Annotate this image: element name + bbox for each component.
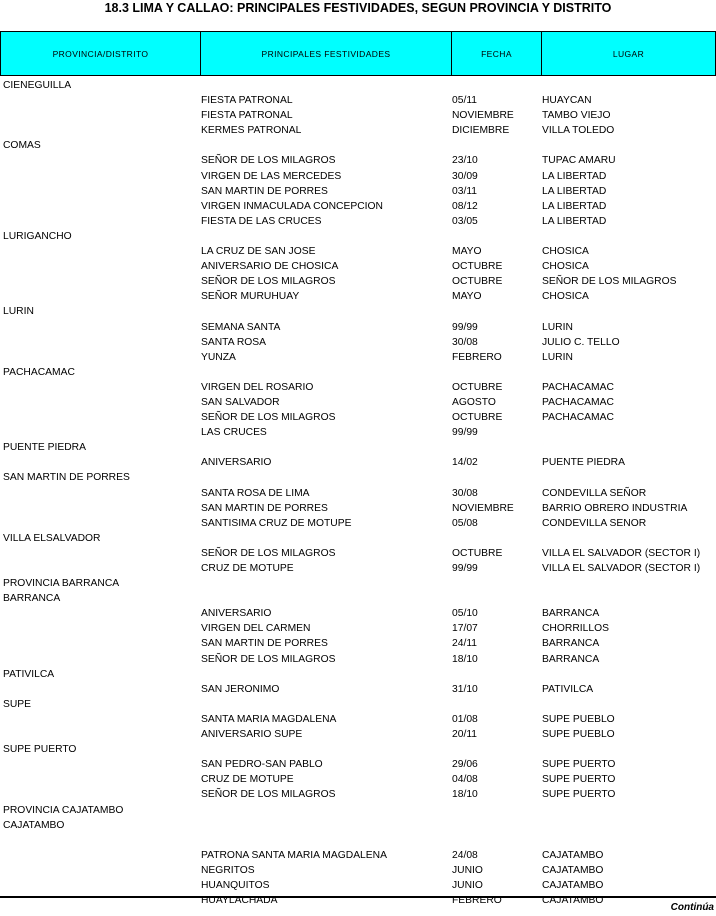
date-cell: 99/99 <box>452 427 478 439</box>
festivity-cell: SANTA ROSA <box>201 336 267 348</box>
place-cell: SUPE PUERTO <box>542 789 616 801</box>
festivity-cell: SEÑOR MURUHUAY <box>201 291 300 303</box>
place-cell: BARRANCA <box>542 608 600 620</box>
place-cell: CAJATAMBO <box>542 864 604 876</box>
festivity-cell: SAN PEDRO-SAN PABLO <box>201 759 323 771</box>
date-cell: OCTUBRE <box>452 547 503 559</box>
place-cell: CONDEVILLA SENOR <box>542 517 647 529</box>
place-cell: JULIO C. TELLO <box>542 336 620 348</box>
table-row <box>0 138 716 153</box>
table-row <box>0 425 716 440</box>
province-cell: SUPE PUERTO <box>3 744 77 756</box>
table-row <box>0 546 716 561</box>
place-cell: CHOSICA <box>542 246 589 258</box>
festivity-cell: HUAYLACHADA <box>201 895 278 907</box>
date-cell: 99/99 <box>452 563 478 574</box>
date-cell: 05/10 <box>452 608 478 620</box>
festivity-cell: FIESTA DE LAS CRUCES <box>201 215 322 227</box>
festivity-cell: SEÑOR DE LOS MILAGROS <box>201 653 336 665</box>
date-cell: 14/02 <box>452 457 478 469</box>
table-row <box>0 108 716 123</box>
header-festivity: PRINCIPALES FESTIVIDADES <box>200 31 452 76</box>
festivity-cell: PATRONA SANTA MARIA MAGDALENA <box>201 849 387 861</box>
table-row <box>0 274 716 289</box>
table-row <box>0 259 716 274</box>
table-row <box>0 214 716 229</box>
place-cell: TAMBO VIEJO <box>542 110 611 122</box>
festivity-cell: ANIVERSARIO SUPE <box>201 729 303 741</box>
festivity-cell: CRUZ DE MOTUPE <box>201 774 294 786</box>
table-row <box>0 320 716 335</box>
table-row <box>0 93 716 108</box>
table-row <box>0 470 716 485</box>
date-cell: 03/05 <box>452 215 478 227</box>
province-cell: PROVINCIA CAJATAMBO <box>3 804 124 816</box>
date-cell: 24/08 <box>452 849 478 861</box>
table-row <box>0 531 716 546</box>
table-row <box>0 742 716 757</box>
place-cell: CAJATAMBO <box>542 879 604 891</box>
table-row <box>0 591 716 606</box>
date-cell: 17/07 <box>452 623 478 635</box>
date-cell: OCTUBRE <box>452 412 503 424</box>
table-row <box>0 772 716 787</box>
date-cell: FEBRERO <box>452 351 502 363</box>
province-cell: COMAS <box>3 140 41 152</box>
province-cell: LURIGANCHO <box>3 230 72 242</box>
place-cell: CHOSICA <box>542 291 589 303</box>
table-row <box>0 757 716 772</box>
festivity-cell: ANIVERSARIO <box>201 457 272 469</box>
date-cell: 20/11 <box>452 729 478 741</box>
date-cell: 30/08 <box>452 487 478 499</box>
place-cell: SUPE PUERTO <box>542 759 616 771</box>
date-cell: 18/10 <box>452 789 478 801</box>
festivity-cell: HUANQUITOS <box>201 879 270 891</box>
place-cell: VILLA EL SALVADOR (SECTOR I) <box>542 547 701 559</box>
table-row <box>0 380 716 395</box>
province-cell: BARRANCA <box>3 593 61 605</box>
place-cell: HUAYCAN <box>542 95 592 107</box>
date-cell: FEBRERO <box>452 895 502 907</box>
table-row <box>0 78 716 93</box>
continua-note: Continúa <box>670 902 714 913</box>
festivity-cell: CRUZ DE MOTUPE <box>201 563 294 574</box>
date-cell: 29/06 <box>452 759 478 771</box>
festivity-cell: SEÑOR DE LOS MILAGROS <box>201 155 336 167</box>
place-cell: TUPAC AMARU <box>542 155 616 167</box>
bottom-rule <box>0 896 716 898</box>
table-row <box>0 878 716 893</box>
date-cell: OCTUBRE <box>452 276 503 288</box>
table-row <box>0 229 716 244</box>
date-cell: NOVIEMBRE <box>452 502 514 514</box>
page-title: 18.3 LIMA Y CALLAO: PRINCIPALES FESTIVIDADES, SEGUN PROVINCIA Y DISTRITO <box>104 1 612 15</box>
table-row <box>0 818 716 833</box>
province-cell: SUPE <box>3 698 32 710</box>
place-cell: BARRANCA <box>542 638 600 650</box>
festivity-cell: SEMANA SANTA <box>201 321 281 333</box>
date-cell: 99/99 <box>452 321 478 333</box>
date-cell: MAYO <box>452 246 482 258</box>
festivity-cell: ANIVERSARIO <box>201 608 272 620</box>
table-row <box>0 516 716 531</box>
date-cell: JUNIO <box>452 879 483 891</box>
date-cell: OCTUBRE <box>452 381 503 393</box>
place-cell: CAJATAMBO <box>542 895 604 907</box>
festivity-cell: FIESTA PATRONAL <box>201 95 293 107</box>
date-cell: DICIEMBRE <box>452 125 510 137</box>
table-row <box>0 410 716 425</box>
table-row <box>0 682 716 697</box>
date-cell: 23/10 <box>452 155 478 167</box>
province-cell: PROVINCIA BARRANCA <box>3 578 120 590</box>
place-cell: CAJATAMBO <box>542 849 604 861</box>
place-cell: SUPE PUEBLO <box>542 713 615 725</box>
festivity-cell: SAN MARTIN DE PORRES <box>201 638 328 650</box>
table-row <box>0 576 716 591</box>
date-cell: 31/10 <box>452 683 478 695</box>
date-cell: NOVIEMBRE <box>452 110 514 122</box>
province-cell: VILLA ELSALVADOR <box>3 532 101 544</box>
place-cell: LA LIBERTAD <box>542 170 607 182</box>
festivity-cell: SANTA MARIA MAGDALENA <box>201 713 337 725</box>
table-row <box>0 365 716 380</box>
place-cell: CHOSICA <box>542 261 589 273</box>
place-cell: CHORRILLOS <box>542 623 609 635</box>
table-row <box>0 395 716 410</box>
festivity-cell: VIRGEN INMACULADA CONCEPCION <box>201 200 383 212</box>
table-row <box>0 787 716 802</box>
place-cell: SUPE PUERTO <box>542 774 616 786</box>
festivity-cell: SAN JERONIMO <box>201 683 280 695</box>
festivity-cell: LAS CRUCES <box>201 427 267 439</box>
province-cell: CIENEGUILLA <box>3 80 72 91</box>
place-cell: PACHACAMAC <box>542 412 614 424</box>
date-cell: 01/08 <box>452 713 478 725</box>
festivity-cell: SAN MARTIN DE PORRES <box>201 185 328 197</box>
place-cell: PATIVILCA <box>542 683 594 695</box>
date-cell: 30/09 <box>452 170 478 182</box>
place-cell: BARRIO OBRERO INDUSTRIA <box>542 502 688 514</box>
date-cell: AGOSTO <box>452 396 496 408</box>
table-row <box>0 712 716 727</box>
table-row <box>0 667 716 682</box>
festivity-cell: SANTISIMA CRUZ DE MOTUPE <box>201 517 352 529</box>
table-row <box>0 486 716 501</box>
date-cell: OCTUBRE <box>452 261 503 273</box>
province-cell: PACHACAMAC <box>3 366 75 378</box>
table-row <box>0 621 716 636</box>
table-row <box>0 863 716 878</box>
table-row <box>0 501 716 516</box>
place-cell: SEÑOR DE LOS MILAGROS <box>542 276 677 288</box>
place-cell: LA LIBERTAD <box>542 185 607 197</box>
table-row <box>0 123 716 138</box>
header-date: FECHA <box>451 31 542 76</box>
festivity-cell: KERMES PATRONAL <box>201 125 302 137</box>
place-cell: LA LIBERTAD <box>542 215 607 227</box>
table-row <box>0 440 716 455</box>
date-cell: 05/08 <box>452 517 478 529</box>
place-cell: LURIN <box>542 351 573 363</box>
date-cell: JUNIO <box>452 864 483 876</box>
table-row <box>0 304 716 319</box>
date-cell: 03/11 <box>452 185 478 197</box>
place-cell: CONDEVILLA SEÑOR <box>542 487 647 499</box>
festivity-cell: SEÑOR DE LOS MILAGROS <box>201 789 336 801</box>
place-cell: BARRANCA <box>542 653 600 665</box>
date-cell: MAYO <box>452 291 482 303</box>
date-cell: 24/11 <box>452 638 478 650</box>
table-row <box>0 803 716 818</box>
place-cell: LURIN <box>542 321 573 333</box>
festivity-cell: SEÑOR DE LOS MILAGROS <box>201 276 336 288</box>
place-cell: PACHACAMAC <box>542 396 614 408</box>
date-cell: 18/10 <box>452 653 478 665</box>
province-cell: LURIN <box>3 306 34 318</box>
province-cell: PUENTE PIEDRA <box>3 442 86 454</box>
date-cell: 30/08 <box>452 336 478 348</box>
festivity-cell: SEÑOR DE LOS MILAGROS <box>201 412 336 424</box>
place-cell: PACHACAMAC <box>542 381 614 393</box>
festivity-cell: ANIVERSARIO DE CHOSICA <box>201 261 339 273</box>
festivity-cell: VIRGEN DE LAS MERCEDES <box>201 170 342 182</box>
date-cell: 04/08 <box>452 774 478 786</box>
festivity-cell: VIRGEN DEL ROSARIO <box>201 381 314 393</box>
table-row <box>0 561 716 576</box>
festivity-cell: FIESTA PATRONAL <box>201 110 293 122</box>
date-cell: 05/11 <box>452 95 478 107</box>
table-row <box>0 350 716 365</box>
province-cell: CAJATAMBO <box>3 819 65 831</box>
table-row <box>0 169 716 184</box>
festivity-cell: SAN SALVADOR <box>201 396 280 408</box>
festivities-table-body <box>0 78 716 908</box>
table-row <box>0 697 716 712</box>
table-row <box>0 199 716 214</box>
table-row <box>0 727 716 742</box>
festivity-cell: SAN MARTIN DE PORRES <box>201 502 328 514</box>
table-row <box>0 289 716 304</box>
festivity-cell: VIRGEN DEL CARMEN <box>201 623 311 635</box>
festivity-cell: SANTA ROSA DE LIMA <box>201 487 310 499</box>
table-row <box>0 606 716 621</box>
table-row <box>0 848 716 863</box>
table-row <box>0 335 716 350</box>
table-row <box>0 153 716 168</box>
header-place: LUGAR <box>541 31 716 76</box>
table-row <box>0 636 716 651</box>
place-cell: VILLA EL SALVADOR (SECTOR I) <box>542 563 701 574</box>
table-row <box>0 455 716 470</box>
festivity-cell: SEÑOR DE LOS MILAGROS <box>201 547 336 559</box>
festivity-cell: LA CRUZ DE SAN JOSE <box>201 246 316 258</box>
table-row <box>0 652 716 667</box>
province-cell: SAN MARTIN DE PORRES <box>3 472 130 484</box>
province-cell: PATIVILCA <box>3 668 55 680</box>
place-cell: VILLA TOLEDO <box>542 125 615 137</box>
header-province: PROVINCIA/DISTRITO <box>0 31 201 76</box>
table-row <box>0 833 716 848</box>
festivity-cell: NEGRITOS <box>201 864 255 876</box>
festivity-cell: YUNZA <box>201 351 236 363</box>
table-row <box>0 244 716 259</box>
place-cell: SUPE PUEBLO <box>542 729 615 741</box>
place-cell: LA LIBERTAD <box>542 200 607 212</box>
table-row <box>0 184 716 199</box>
date-cell: 08/12 <box>452 200 478 212</box>
place-cell: PUENTE PIEDRA <box>542 457 625 469</box>
